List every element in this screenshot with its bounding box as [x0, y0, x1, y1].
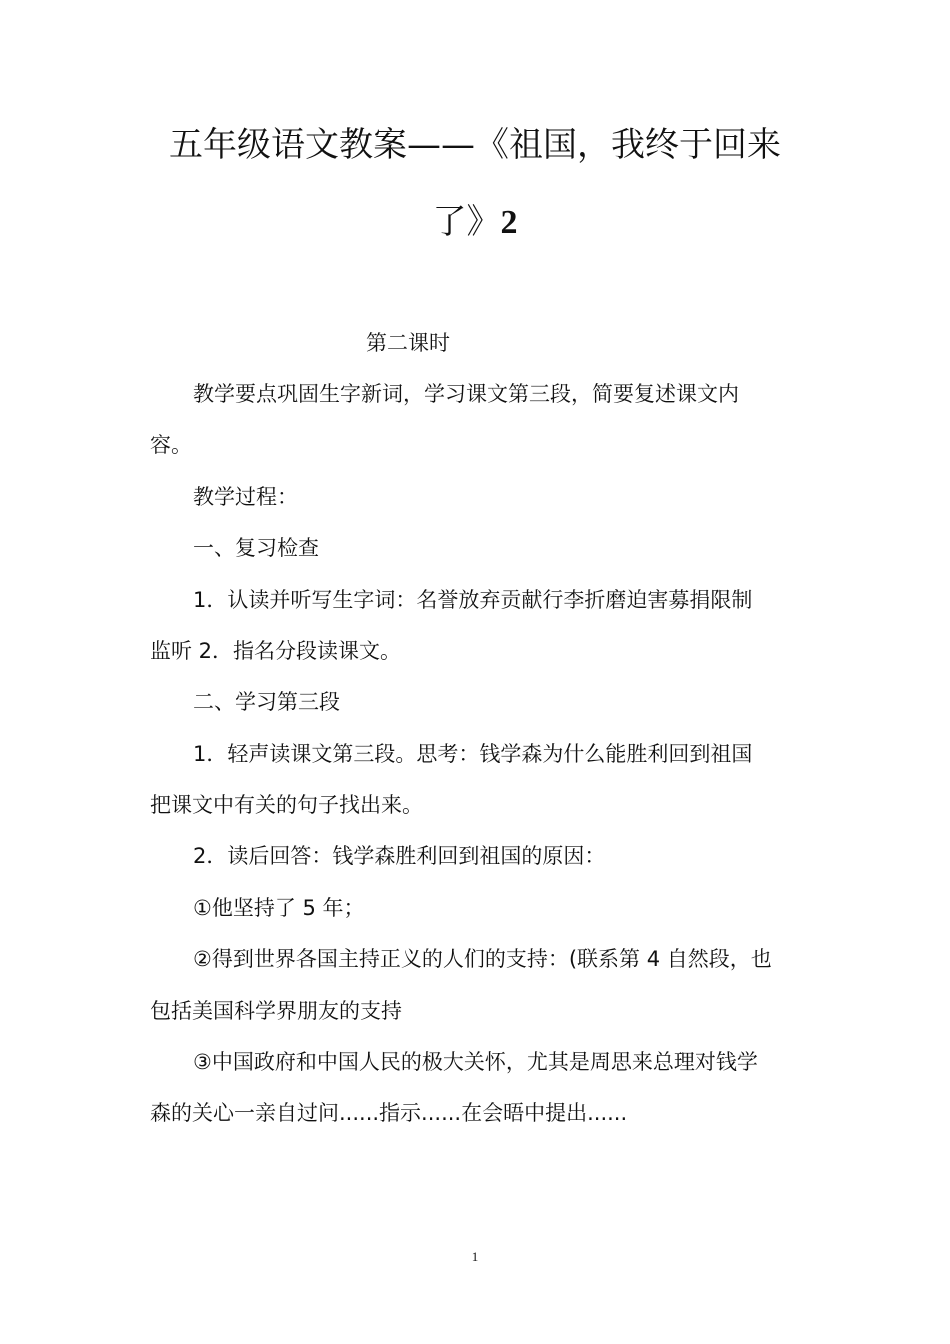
study-item-2: 2．读后回答：钱学森胜利回到祖国的原因： — [193, 844, 606, 868]
reason-3-line-1: ③中国政府和中国人民的极大关怀，尤其是周思来总理对钱学 — [193, 1050, 758, 1074]
reason-1: ①他坚持了 5 年； — [193, 896, 365, 920]
review-item-1-line-1: 1．认读并听写生字词：名誉放弃贡献行李折磨迫害募捐限制 — [193, 588, 753, 612]
reason-3-line-2: 森的关心一亲自过问......指示......在会晤中提出...... — [150, 1101, 628, 1125]
teaching-points-line-2: 容。 — [150, 433, 192, 457]
study-item-1-line-1: 1．轻声读课文第三段。思考：钱学森为什么能胜利回到祖国 — [193, 742, 753, 766]
title-line-2-text: 了》 — [432, 202, 501, 242]
review-item-1-line-2: 监听 2．指名分段读课文。 — [150, 639, 402, 663]
teaching-process-heading: 教学过程： — [193, 485, 298, 509]
section-study-heading: 二、学习第三段 — [193, 690, 340, 714]
document-title-line-1: 五年级语文教案——《祖国，我终于回来 — [169, 125, 781, 165]
lesson-subtitle: 第二课时 — [366, 331, 450, 355]
section-review-heading: 一、复习检查 — [193, 536, 319, 560]
title-line-2-number: 2 — [500, 204, 518, 241]
document-title-line-2 — [150, 202, 800, 243]
reason-2-line-1: ②得到世界各国主持正义的人们的支持：(联系第 4 自然段，也 — [193, 947, 772, 971]
study-item-1-line-2: 把课文中有关的句子找出来。 — [150, 793, 423, 817]
reason-2-line-2: 包括美国科学界朋友的支持 — [150, 999, 402, 1023]
page-number: 1 — [471, 1249, 479, 1264]
teaching-points-line-1: 教学要点巩固生字新词，学习课文第三段，简要复述课文内 — [193, 382, 739, 406]
